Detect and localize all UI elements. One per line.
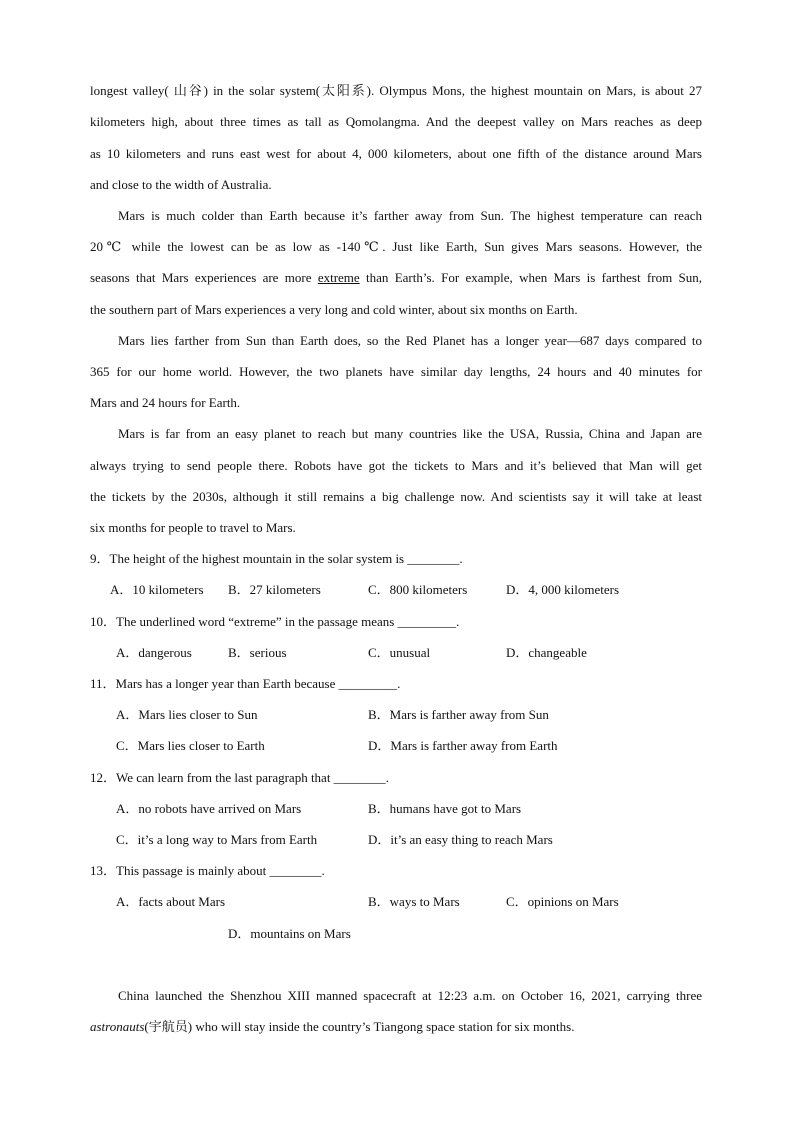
- question-11-option-b[interactable]: B．Mars is farther away from Sun: [368, 707, 549, 722]
- question-11-option-d[interactable]: D．Mars is farther away from Earth: [368, 738, 558, 753]
- question-13-option-c[interactable]: C．opinions on Mars: [506, 894, 619, 909]
- passage-text: than Earth’s. For example, when Mars is farthest from Sun,: [359, 270, 703, 285]
- passage-line: always trying to send people there. Robots have got the tickets to Mars and it’s believed that Man will get: [90, 458, 702, 473]
- question-13-option-d[interactable]: D．mountains on Mars: [228, 926, 351, 941]
- question-10-stem: 10．The underlined word “extreme” in the passage means _________.: [90, 614, 460, 629]
- question-12-option-b[interactable]: B．humans have got to Mars: [368, 801, 522, 816]
- question-9-option-d[interactable]: D．4, 000 kilometers: [506, 582, 620, 597]
- question-9-stem: 9．The height of the highest mountain in the solar system is ________.: [90, 551, 463, 566]
- passage-line: kilometers high, about three times as tall as Qomolangma. And the deepest valley on Mars reaches as deep: [90, 114, 702, 129]
- question-10-option-d[interactable]: D．changeable: [506, 645, 587, 660]
- passage-line: 20℃ while the lowest can be as low as -140℃. Just like Earth, Sun gives Mars seasons. However, the: [90, 239, 702, 254]
- question-9-option-a[interactable]: A．10 kilometers: [110, 582, 204, 597]
- question-10-option-c[interactable]: C．unusual: [368, 645, 431, 660]
- question-12-option-c[interactable]: C．it’s a long way to Mars from Earth: [116, 832, 318, 847]
- question-10-option-a[interactable]: A．dangerous: [116, 645, 192, 660]
- question-13-stem: 13．This passage is mainly about ________.: [90, 863, 325, 878]
- question-11-option-c[interactable]: C．Mars lies closer to Earth: [116, 738, 265, 753]
- passage-line: 365 for our home world. However, the two planets have similar day lengths, 24 hours and 40 minutes for: [90, 364, 702, 379]
- question-13-option-b[interactable]: B．ways to Mars: [368, 894, 460, 909]
- passage-line: as 10 kilometers and runs east west for about 4, 000 kilometers, about one fifth of the distance around Mars: [90, 146, 702, 161]
- question-12-stem: 12．We can learn from the last paragraph that ________.: [90, 770, 389, 785]
- question-12-option-d[interactable]: D．it’s an easy thing to reach Mars: [368, 832, 553, 847]
- passage-text: (宇航员) who will stay inside the country’s Tiangong space station for six months.: [144, 1019, 575, 1034]
- question-12-option-a[interactable]: A．no robots have arrived on Mars: [116, 801, 302, 816]
- question-10-option-b[interactable]: B．serious: [228, 645, 287, 660]
- passage-line: six months for people to travel to Mars.: [90, 520, 296, 535]
- passage-line: Mars lies farther from Sun than Earth does, so the Red Planet has a longer year—687 days compared to: [118, 333, 702, 348]
- passage-line: [90, 1019, 702, 1035]
- question-11-stem: 11．Mars has a longer year than Earth because _________.: [90, 676, 401, 691]
- question-11-option-a[interactable]: A．Mars lies closer to Sun: [116, 707, 258, 722]
- passage-line: the southern part of Mars experiences a very long and cold winter, about six months on Earth.: [90, 302, 578, 317]
- passage-line: the tickets by the 2030s, although it still remains a big challenge now. And scientists say it will take at least: [90, 489, 702, 504]
- passage-line: Mars is far from an easy planet to reach but many countries like the USA, Russia, China and Japan are: [118, 426, 702, 441]
- question-9-option-c[interactable]: C．800 kilometers: [368, 582, 468, 597]
- italic-word: astronauts: [90, 1019, 145, 1034]
- question-9-option-b[interactable]: B．27 kilometers: [228, 582, 321, 597]
- passage-line: and close to the width of Australia.: [90, 177, 272, 192]
- passage-line: Mars and 24 hours for Earth.: [90, 395, 241, 410]
- passage-line: China launched the Shenzhou XIII manned spacecraft at 12:23 a.m. on October 16, 2021, carrying three: [118, 988, 702, 1003]
- passage-text: seasons that Mars experiences are more: [90, 270, 318, 285]
- underlined-word: extreme: [317, 270, 360, 285]
- passage-line: Mars is much colder than Earth because it’s farther away from Sun. The highest temperature can reach: [118, 208, 702, 223]
- question-13-option-a[interactable]: A．facts about Mars: [116, 894, 226, 909]
- passage-line: [90, 270, 702, 286]
- passage-line: longest valley( 山谷) in the solar system(太阳系). Olympus Mons, the highest mountain on Mars, is about 27: [90, 83, 702, 98]
